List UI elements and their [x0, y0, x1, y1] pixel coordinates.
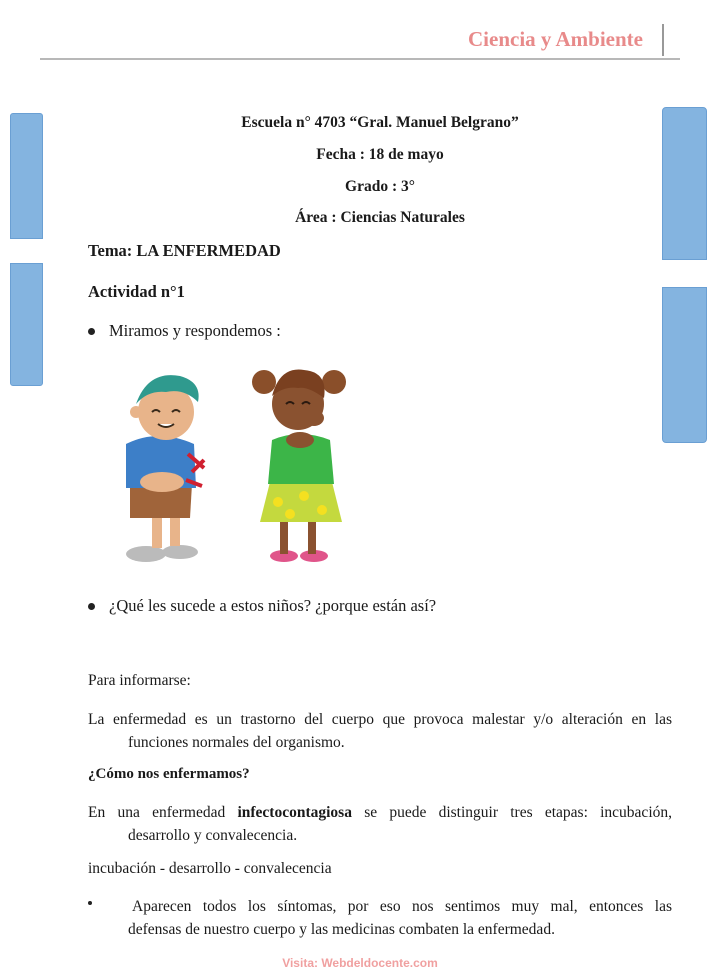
school-name: Escuela n° 4703 “Gral. Manuel Belgrano”: [241, 114, 519, 131]
left-tab-bottom[interactable]: [10, 263, 43, 386]
stages-bold-term: infectocontagiosa: [237, 804, 352, 821]
bullet-item: [88, 596, 436, 616]
informarse-label: Para informarse:: [88, 672, 191, 689]
stages-line-2: desarrollo y convalecencia.: [128, 827, 298, 844]
header-rule: [40, 58, 680, 60]
stages-paragraph: [88, 801, 672, 847]
footer-link[interactable]: Visita: Webdeldocente.com: [282, 956, 438, 970]
date-line: Fecha : 18 de mayo: [316, 146, 444, 163]
sick-children-illustration: [108, 356, 370, 572]
header-divider: [662, 24, 664, 56]
stages-text-a: En una enfermedad: [88, 804, 238, 821]
how-we-get-sick-heading: ¿Cómo nos enfermamos?: [88, 766, 250, 782]
boy-figure: [126, 375, 204, 562]
bullet-dot-icon: [88, 901, 92, 905]
bullet-dot-icon: [88, 328, 95, 335]
stages-text-b: se puede distinguir tres etapas: incubación,: [351, 804, 672, 821]
bullet-dot-icon: [88, 603, 95, 610]
bullet-text: Miramos y respondemos :: [109, 321, 281, 340]
symptoms-paragraph: [88, 895, 672, 941]
header-title: Ciencia y Ambiente: [468, 27, 643, 51]
area-line: Área : Ciencias Naturales: [295, 209, 465, 226]
topic-heading: Tema: LA ENFERMEDAD: [88, 241, 281, 260]
right-tab-bottom[interactable]: [662, 287, 707, 443]
bullet-text: ¿Qué les sucede a estos niños? ¿porque están así?: [109, 596, 437, 615]
stages-line-1: [88, 801, 672, 824]
bullet-item: [88, 321, 281, 341]
activity-heading: Actividad n°1: [88, 282, 185, 301]
symptoms-line-2: defensas de nuestro cuerpo y las medicinas combaten la enfermedad.: [128, 921, 555, 938]
symptoms-line-1: Aparecen todos los síntomas, por eso nos sentimos muy mal, entonces las: [132, 898, 672, 915]
grade-line: Grado : 3°: [345, 178, 415, 195]
girl-figure: [252, 370, 346, 562]
definition-paragraph: [88, 708, 672, 754]
definition-line-1: La enfermedad es un trastorno del cuerpo que provoca malestar y/o alteración en las: [88, 711, 672, 728]
stages-list: incubación - desarrollo - convalecencia: [88, 860, 332, 877]
definition-line-2: funciones normales del organismo.: [128, 734, 345, 751]
